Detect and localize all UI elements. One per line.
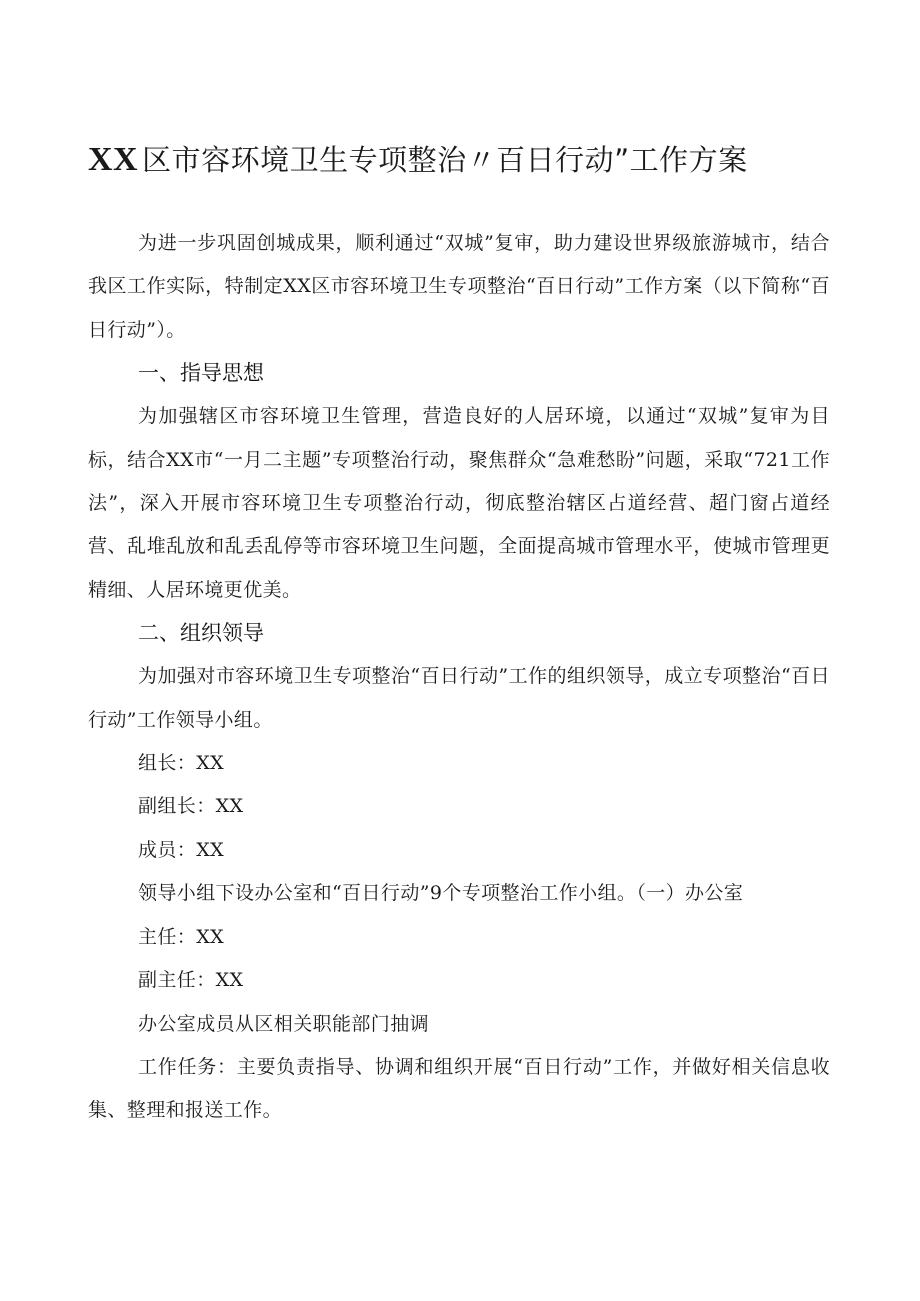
section-heading-organization: 二、组织领导 xyxy=(138,621,264,646)
tasks-paragraph: 工作任务：主要负责指导、协调和组织开展“百日行动”工作，并做好相关信息收集、整理和报送工作。 xyxy=(88,1055,830,1122)
title-main: 区市容环境卫生专项整治〃百日行动”工作方案 xyxy=(142,143,748,177)
members-line: 成员：XX xyxy=(138,838,225,861)
director-line: 主任：XX xyxy=(138,925,225,948)
document-body xyxy=(88,222,830,1133)
section-heading-guiding-ideology: 一、指导思想 xyxy=(138,361,264,386)
leader-line: 组长：XX xyxy=(138,752,225,775)
deputy-leader-line: 副组长：XX xyxy=(138,795,244,818)
office-intro-line: 领导小组下设办公室和“百日行动”9个专项整治工作小组。（一）办公室 xyxy=(138,882,744,905)
organization-paragraph: 为加强对市容环境卫生专项整治“百日行动”工作的组织领导，成立专项整治“百日行动”工作领导小组。 xyxy=(88,665,830,731)
guiding-ideology-paragraph: 为加强辖区市容环境卫生管理，营造良好的人居环境，以通过“双城”复审为目标，结合XX市“一月二主题”专项整治行动，聚焦群众“急难愁盼”问题，采取“721工作法”，深入开展市容环境卫生专项整治行动，彻底整治辖区占道经营、超门窗占道经营、乱堆乱放和乱丢乱停等市容环境卫生问题，全面提高城市管理水平，使城市管理更精细、人居环境更优美。 xyxy=(88,405,830,601)
intro-paragraph: 为进一步巩固创城成果，顺利通过“双城”复审，助力建设世界级旅游城市，结合我区工作实际，特制定XX区市容环境卫生专项整治“百日行动”工作方案（以下简称“百日行动”）。 xyxy=(88,232,830,341)
office-staff-line: 办公室成员从区相关职能部门抽调 xyxy=(138,1012,430,1035)
document-title xyxy=(88,138,848,182)
deputy-director-line: 副主任：XX xyxy=(138,969,244,992)
title-prefix: XX xyxy=(88,141,139,178)
